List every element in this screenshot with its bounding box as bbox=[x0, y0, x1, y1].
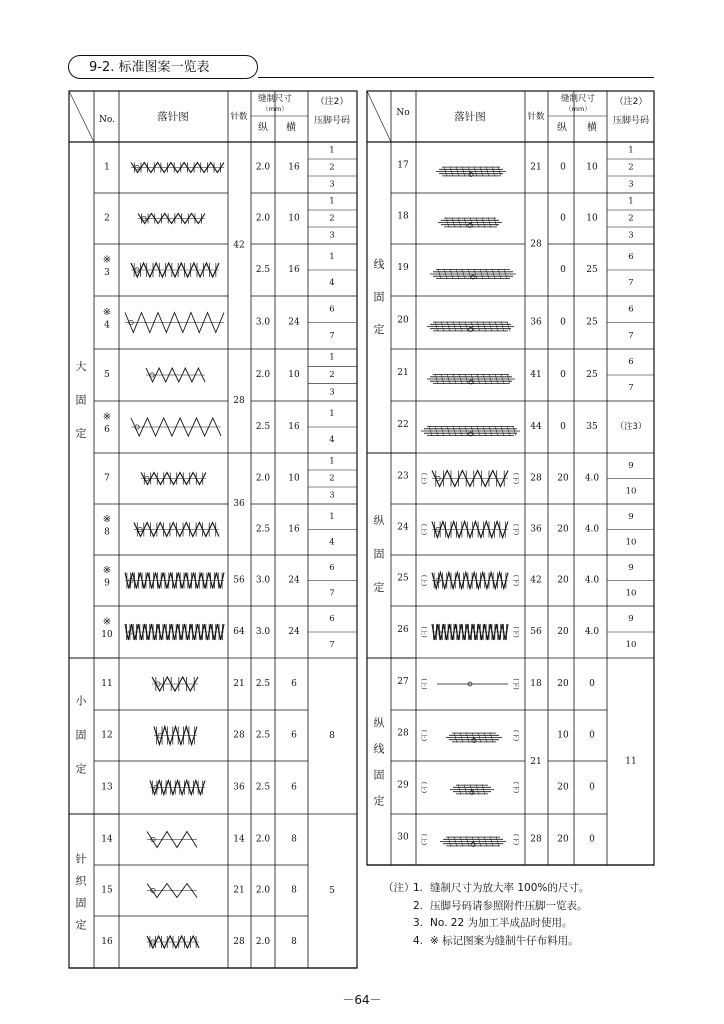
row-length: 2.0 bbox=[255, 937, 271, 947]
row-no: 23 bbox=[397, 471, 409, 482]
header-length: 纵 bbox=[258, 122, 268, 134]
row-length: 2.5 bbox=[255, 730, 271, 741]
row-stitches: 64 bbox=[233, 627, 245, 637]
header-note2: （注2） bbox=[315, 97, 349, 107]
header-no: No. bbox=[99, 115, 115, 125]
row-no: 16 bbox=[101, 937, 113, 947]
group-label-line: 定 bbox=[373, 323, 385, 337]
group-label-vline: 固 bbox=[373, 768, 385, 782]
page-number: －64－ bbox=[342, 993, 382, 1007]
row-width: 4.0 bbox=[584, 524, 600, 535]
denim-mark: ※ bbox=[102, 411, 112, 423]
row-no: 3 bbox=[104, 268, 110, 278]
row-length: 2.5 bbox=[255, 422, 271, 432]
row-foot: 3 bbox=[628, 179, 634, 190]
stitch-pattern-image bbox=[440, 837, 506, 847]
notes-lead: （注） bbox=[383, 882, 415, 894]
row-no: 14 bbox=[101, 834, 113, 845]
row-no: 4 bbox=[104, 320, 110, 331]
stitch-pattern-image bbox=[446, 733, 502, 743]
row-length: 0 bbox=[560, 317, 566, 328]
header-size: 缝制尺寸 bbox=[257, 94, 293, 104]
row-foot: 10 bbox=[625, 640, 637, 650]
header-note2: （注2） bbox=[614, 97, 648, 107]
row-no: 28 bbox=[397, 728, 409, 739]
stitch-pattern-image bbox=[138, 214, 205, 224]
header-foot: 压脚号码 bbox=[313, 116, 351, 126]
row-stitches: 28 bbox=[530, 239, 542, 250]
group-label-vertical: 纵 bbox=[373, 514, 385, 528]
row-no: 18 bbox=[397, 211, 409, 222]
foot-down-mark: (下) bbox=[512, 833, 520, 846]
foot-up-mark: (上) bbox=[420, 781, 428, 794]
row-width: 4.0 bbox=[584, 575, 600, 586]
row-width: 8 bbox=[291, 885, 297, 896]
header-width: 横 bbox=[286, 122, 296, 134]
group-label-vline: 定 bbox=[373, 794, 385, 808]
row-foot: 4 bbox=[329, 537, 335, 548]
row-foot: 7 bbox=[628, 330, 634, 341]
row-no: 25 bbox=[397, 573, 409, 584]
stitch-pattern-image bbox=[432, 522, 508, 538]
row-width: 35 bbox=[586, 422, 598, 432]
header-width: 横 bbox=[587, 122, 597, 134]
row-stitches: 36 bbox=[233, 499, 245, 509]
row-width: 0 bbox=[589, 834, 595, 845]
row-width: 0 bbox=[589, 730, 595, 741]
stitch-pattern-image bbox=[125, 624, 224, 640]
group-label-knit: 织 bbox=[75, 874, 87, 888]
row-width: 25 bbox=[586, 370, 598, 380]
row-foot: 9 bbox=[628, 460, 634, 471]
merged-foot-vline: 11 bbox=[625, 756, 637, 767]
row-width: 24 bbox=[288, 317, 300, 328]
stitch-pattern-image bbox=[436, 167, 506, 177]
foot-down-mark: (下) bbox=[512, 781, 520, 794]
group-label-vline: 纵 bbox=[373, 716, 385, 730]
row-width: 0 bbox=[589, 782, 595, 793]
row-width: 4.0 bbox=[584, 473, 600, 484]
row-foot: 1 bbox=[329, 511, 335, 522]
row-foot: 10 bbox=[625, 537, 637, 548]
notes-block bbox=[383, 880, 589, 950]
denim-mark: ※ bbox=[102, 254, 112, 266]
row-stitches: 28 bbox=[530, 473, 542, 484]
row-width: 8 bbox=[291, 937, 297, 947]
row-stitches: 56 bbox=[530, 627, 542, 637]
stitch-pattern-image bbox=[125, 313, 224, 333]
row-length: 2.0 bbox=[255, 834, 271, 845]
row-foot: 1 bbox=[628, 145, 634, 156]
group-label-line: 固 bbox=[373, 290, 385, 304]
header-stitches: 针数 bbox=[230, 112, 248, 122]
row-length: 2.0 bbox=[255, 370, 271, 380]
stitch-pattern-image bbox=[131, 418, 221, 436]
row-foot: 2 bbox=[329, 370, 335, 380]
row-width: 10 bbox=[288, 213, 300, 224]
row-no: 10 bbox=[101, 630, 113, 640]
row-length: 0 bbox=[560, 162, 566, 173]
row-width: 16 bbox=[288, 265, 300, 275]
row-foot: 3 bbox=[329, 490, 335, 501]
foot-down-mark: (下) bbox=[512, 472, 520, 485]
stitch-pattern-image bbox=[147, 884, 197, 898]
row-width: 6 bbox=[291, 730, 297, 741]
row-foot: 6 bbox=[329, 562, 335, 573]
note-number: 1. bbox=[413, 882, 424, 894]
row-stitches: 28 bbox=[233, 396, 245, 406]
row-length: 20 bbox=[557, 679, 569, 689]
row-length: 20 bbox=[557, 575, 569, 586]
row-stitches: 21 bbox=[233, 885, 245, 896]
group-label-line: 线 bbox=[373, 257, 385, 271]
row-width: 10 bbox=[288, 370, 300, 380]
row-no: 17 bbox=[397, 160, 409, 171]
row-width: 6 bbox=[291, 679, 297, 689]
row-no: 7 bbox=[104, 473, 110, 484]
row-stitches: 36 bbox=[233, 782, 245, 793]
stitch-pattern-image bbox=[131, 163, 224, 173]
row-stitches: 21 bbox=[530, 162, 542, 173]
group-label-large: 大 bbox=[75, 360, 87, 374]
row-no: 13 bbox=[101, 782, 113, 793]
stitch-pattern-image bbox=[437, 682, 508, 686]
row-stitches: 42 bbox=[233, 240, 245, 251]
foot-up-mark: (上) bbox=[420, 833, 428, 846]
foot-down-mark: (下) bbox=[512, 626, 520, 638]
row-no: 5 bbox=[104, 370, 110, 380]
row-stitches: 44 bbox=[530, 422, 542, 432]
row-width: 10 bbox=[288, 473, 300, 484]
row-no: 11 bbox=[101, 679, 113, 689]
row-foot: 7 bbox=[329, 588, 335, 599]
row-width: 8 bbox=[291, 834, 297, 845]
row-length: 20 bbox=[557, 782, 569, 793]
row-length: 0 bbox=[560, 213, 566, 224]
group-label-large: 固 bbox=[75, 393, 87, 407]
row-width: 4.0 bbox=[584, 627, 600, 637]
denim-mark: ※ bbox=[102, 616, 112, 628]
denim-mark: ※ bbox=[102, 514, 112, 525]
row-width: 16 bbox=[288, 524, 300, 535]
header-size: 缝制尺寸 bbox=[560, 94, 596, 104]
row-foot: 3 bbox=[628, 230, 634, 241]
stitch-pattern-image bbox=[432, 471, 508, 487]
group-label-knit: 针 bbox=[75, 852, 87, 866]
stitch-pattern-image bbox=[432, 624, 508, 640]
merged-foot-small: 8 bbox=[329, 731, 335, 741]
row-foot: 1 bbox=[329, 196, 335, 207]
foot-down-mark: (下) bbox=[512, 678, 520, 690]
header-pattern: 落针图 bbox=[157, 111, 189, 123]
row-no: 30 bbox=[397, 832, 409, 843]
row-width: 10 bbox=[586, 213, 598, 224]
row-foot: 7 bbox=[329, 330, 335, 341]
row-foot: 2 bbox=[628, 213, 634, 224]
row-foot: 6 bbox=[628, 357, 634, 367]
note-number: 3. bbox=[413, 917, 424, 929]
row-no: 1 bbox=[104, 162, 110, 173]
foot-up-mark: (上) bbox=[420, 729, 428, 742]
row-no: 12 bbox=[101, 730, 113, 741]
stitch-pattern-image bbox=[438, 218, 502, 228]
row-width: 25 bbox=[586, 317, 598, 328]
header-diagonal bbox=[69, 91, 94, 142]
row-foot: 10 bbox=[625, 588, 637, 599]
row-width: 24 bbox=[288, 627, 300, 637]
row-width: 16 bbox=[288, 162, 300, 173]
right-table bbox=[367, 91, 654, 865]
note-number: 2. bbox=[413, 899, 424, 912]
stitch-pattern-image bbox=[427, 322, 514, 332]
note-text: 压脚号码请参照附件压脚一览表。 bbox=[430, 899, 588, 912]
row-width: 10 bbox=[586, 162, 598, 173]
stitch-pattern-image bbox=[146, 368, 205, 382]
foot-down-mark: (下) bbox=[512, 729, 520, 742]
row-length: 2.5 bbox=[255, 782, 271, 793]
row-foot: 4 bbox=[329, 278, 335, 288]
row-foot: 6 bbox=[628, 252, 634, 262]
row-length: 0 bbox=[560, 370, 566, 380]
row-stitches: 18 bbox=[530, 679, 542, 689]
row-foot: 10 bbox=[625, 486, 637, 497]
denim-mark: ※ bbox=[102, 565, 112, 576]
row-stitches: 36 bbox=[530, 317, 542, 328]
row-no: 8 bbox=[104, 527, 110, 538]
stitch-pattern-image bbox=[427, 374, 515, 384]
group-label-small: 定 bbox=[75, 762, 87, 776]
row-stitches: 28 bbox=[233, 937, 245, 947]
row-stitches: 28 bbox=[530, 834, 542, 845]
stitch-pattern-image bbox=[141, 473, 206, 485]
row-width: 16 bbox=[288, 422, 300, 432]
table-frame bbox=[367, 91, 654, 865]
row-foot: 2 bbox=[329, 213, 335, 224]
row-no: 9 bbox=[104, 578, 110, 589]
row-length: 2.0 bbox=[255, 162, 271, 173]
note-text: 缝制尺寸为放大率 100%的尺寸。 bbox=[430, 882, 590, 894]
stitch-pattern-image bbox=[147, 936, 199, 948]
row-foot: 6 bbox=[329, 304, 335, 315]
row-length: 20 bbox=[557, 524, 569, 535]
row-foot: 9 bbox=[628, 562, 634, 573]
row-no: 27 bbox=[397, 677, 409, 687]
group-label-knit: 固 bbox=[75, 896, 87, 910]
row-length: 20 bbox=[557, 473, 569, 484]
row-stitches: 14 bbox=[233, 834, 245, 845]
group-label-large: 定 bbox=[75, 426, 87, 440]
foot-up-mark: (上) bbox=[420, 472, 428, 485]
row-no: 20 bbox=[397, 315, 409, 326]
row-no: 15 bbox=[101, 885, 113, 896]
row-width: 25 bbox=[586, 265, 598, 275]
row-no: 26 bbox=[397, 625, 409, 635]
row-length: 3.0 bbox=[255, 575, 271, 586]
row-stitches: 28 bbox=[233, 730, 245, 741]
row-foot: 7 bbox=[329, 640, 335, 650]
stitch-pattern-image bbox=[421, 426, 520, 436]
row-foot: 1 bbox=[329, 456, 335, 467]
row-foot: 2 bbox=[329, 162, 335, 173]
row-no: 19 bbox=[397, 263, 409, 273]
row-foot: 7 bbox=[628, 383, 634, 393]
header-stitches: 针数 bbox=[527, 112, 545, 122]
row-length: 2.5 bbox=[255, 265, 271, 275]
row-length: 3.0 bbox=[255, 317, 271, 328]
group-label-vertical: 固 bbox=[373, 547, 385, 561]
row-length: 2.0 bbox=[255, 885, 271, 896]
group-label-small: 固 bbox=[75, 728, 87, 742]
row-width: 6 bbox=[291, 782, 297, 793]
stitch-pattern-image bbox=[432, 573, 508, 589]
row-foot: 4 bbox=[329, 435, 335, 445]
row-foot: 3 bbox=[329, 230, 335, 241]
row-length: 2.5 bbox=[255, 679, 271, 689]
row-no: 24 bbox=[397, 522, 409, 533]
foot-down-mark: (下) bbox=[512, 523, 520, 536]
row-foot: 9 bbox=[628, 614, 634, 624]
stitch-pattern-image bbox=[125, 573, 224, 589]
row-foot: 2 bbox=[628, 162, 634, 173]
row-no: 6 bbox=[104, 425, 110, 435]
stitch-pattern-image bbox=[147, 832, 197, 848]
row-width: 0 bbox=[589, 679, 595, 689]
note-text: No. 22 为加工半成品时使用。 bbox=[430, 917, 573, 929]
header-size-unit: （mm） bbox=[262, 105, 288, 113]
merged-foot-knit: 5 bbox=[329, 886, 335, 896]
row-stitches: 21 bbox=[530, 757, 542, 767]
row-foot: 1 bbox=[329, 145, 335, 156]
foot-down-mark: (下) bbox=[512, 574, 520, 587]
row-foot: 7 bbox=[628, 278, 634, 288]
group-label-vertical: 定 bbox=[373, 580, 385, 594]
row-length: 2.5 bbox=[255, 524, 271, 535]
header-pattern: 落针图 bbox=[454, 111, 486, 123]
stitch-pattern-image bbox=[134, 523, 219, 537]
row-length: 2.0 bbox=[255, 213, 271, 224]
row-foot: （注3） bbox=[615, 422, 647, 432]
header-no: No bbox=[396, 108, 410, 118]
row-no: 2 bbox=[104, 213, 110, 224]
foot-up-mark: (上) bbox=[420, 574, 428, 587]
row-width: 24 bbox=[288, 575, 300, 586]
row-length: 20 bbox=[557, 834, 569, 845]
row-stitches: 41 bbox=[530, 370, 542, 380]
row-foot: 1 bbox=[329, 252, 335, 262]
stitch-pattern-image bbox=[131, 263, 219, 277]
row-foot: 6 bbox=[628, 304, 634, 315]
row-stitches: 56 bbox=[233, 575, 245, 586]
row-foot: 6 bbox=[329, 614, 335, 624]
row-foot: 3 bbox=[329, 179, 335, 190]
denim-mark: ※ bbox=[102, 307, 112, 318]
section-title: 9-2. 标准图案一览表 bbox=[68, 55, 258, 79]
foot-up-mark: (上) bbox=[420, 626, 428, 638]
stitch-pattern-image bbox=[430, 269, 516, 279]
row-length: 10 bbox=[557, 730, 569, 741]
row-foot: 3 bbox=[329, 387, 335, 398]
header-diagonal bbox=[367, 91, 391, 142]
note-number: 4. bbox=[413, 934, 424, 947]
row-no: 21 bbox=[397, 368, 409, 378]
header-foot: 压脚号码 bbox=[612, 116, 650, 126]
row-foot: 1 bbox=[628, 196, 634, 207]
row-no: 22 bbox=[397, 420, 409, 430]
foot-up-mark: (上) bbox=[420, 523, 428, 536]
group-label-vline: 线 bbox=[373, 742, 385, 756]
note-text: ※ 标记图案为缝制牛仔布料用。 bbox=[430, 934, 579, 947]
row-no: 29 bbox=[397, 780, 409, 791]
foot-up-mark: (上) bbox=[420, 678, 428, 690]
row-length: 20 bbox=[557, 627, 569, 637]
row-stitches: 42 bbox=[530, 575, 542, 586]
row-length: 0 bbox=[560, 265, 566, 275]
stitch-pattern-image bbox=[154, 727, 197, 745]
stitch-pattern-image bbox=[150, 781, 205, 795]
row-foot: 2 bbox=[329, 473, 335, 484]
row-foot: 1 bbox=[329, 352, 335, 363]
group-label-knit: 定 bbox=[75, 918, 87, 932]
group-label-small: 小 bbox=[75, 694, 87, 708]
row-stitches: 36 bbox=[530, 524, 542, 535]
row-length: 2.0 bbox=[255, 473, 271, 484]
header-length: 纵 bbox=[557, 122, 567, 134]
header-size-unit: （mm） bbox=[565, 105, 591, 113]
row-stitches: 21 bbox=[233, 679, 245, 689]
stitch-pattern-image bbox=[450, 785, 494, 795]
row-length: 0 bbox=[560, 422, 566, 432]
row-foot: 1 bbox=[329, 409, 335, 419]
row-foot: 9 bbox=[628, 511, 634, 522]
stitch-pattern-image bbox=[152, 677, 198, 691]
row-length: 3.0 bbox=[255, 627, 271, 637]
